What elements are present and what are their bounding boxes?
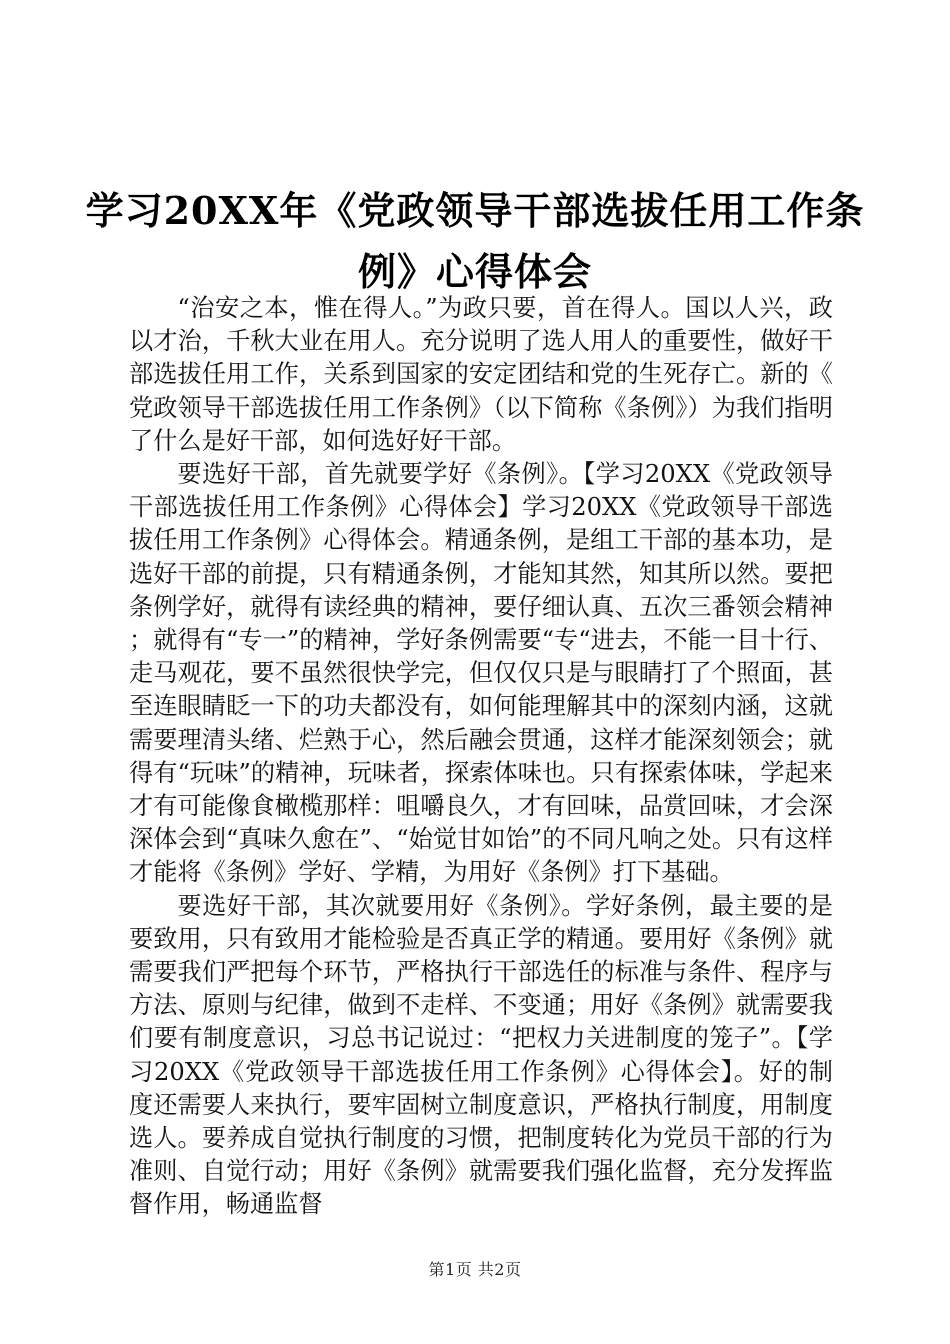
paragraph-2: 要选好干部，首先就要学好《条例》。【学习20XX《党政领导干部选拔任用工作条例》心得体会】学习20XX《党政领导干部选拔任用工作条例》心得体会。精通条例，是组工干部的基本功，是选好干部的前提，只有精通条例，才能知其然，知其所以然。要把条例学好，就得有读经典的精神，要仔细认真、五次三番领会精神；就得有“专一”的精神，学好条例需要“专“进去，不能一目十行、走马观花，要不虽然很快学完，但仅仅只是与眼睛打了个照面，甚至连眼睛眨一下的功夫都没有，如何能理解其中的深刻内涵，这就需要理清头绪、烂熟于心，然后融会贯通，这样才能深刻领会；就得有“玩味”的精神，玩味者，探索体味也。只有探索体味，学起来才有可能像食橄榄那样：咀嚼良久，才有回味，品赏回味，才会深深体会到“真味久愈在”、“始觉甘如饴”的不同凡响之处。只有这样才能将《条例》学好、学精，为用好《条例》打下基础。 [129,460,833,887]
paragraph-3: 要选好干部，其次就要用好《条例》。学好条例，最主要的是要致用，只有致用才能检验是否真正学的精通。要用好《条例》就需要我们严把每个环节，严格执行干部选任的标准与条件、程序与方法、原则与纪律，做到不走样、不变通；用好《条例》就需要我们要有制度意识，习总书记说过：“把权力关进制度的笼子”。【学习20XX《党政领导干部选拔任用工作条例》心得体会】。好的制度还需要人来执行，要牢固树立制度意识，严格执行制度，用制度选人。要养成自觉执行制度的习惯，把制度转化为党员干部的行为准则、自觉行动；用好《条例》就需要我们强化监督，充分发挥监督作用，畅通监督 [129,891,833,1219]
page-footer: 第1页 共2页 [428,1260,522,1279]
document-title-line-2: 例》心得体会 [357,249,592,294]
document-title-line-1: 学习20XX年《党政领导干部选拔任用工作条 [85,188,865,233]
document-body [129,292,833,1222]
paragraph-1: “治安之本，惟在得人。”为政只要，首在得人。国以人兴，政以才治，千秋大业在用人。充分说明了选人用人的重要性，做好干部选拔任用工作，关系到国家的安定团结和党的生死存亡。新的《党政领导干部选拔任用工作条例》（以下简称《条例》）为我们指明了什么是好干部，如何选好好干部。 [129,294,833,455]
